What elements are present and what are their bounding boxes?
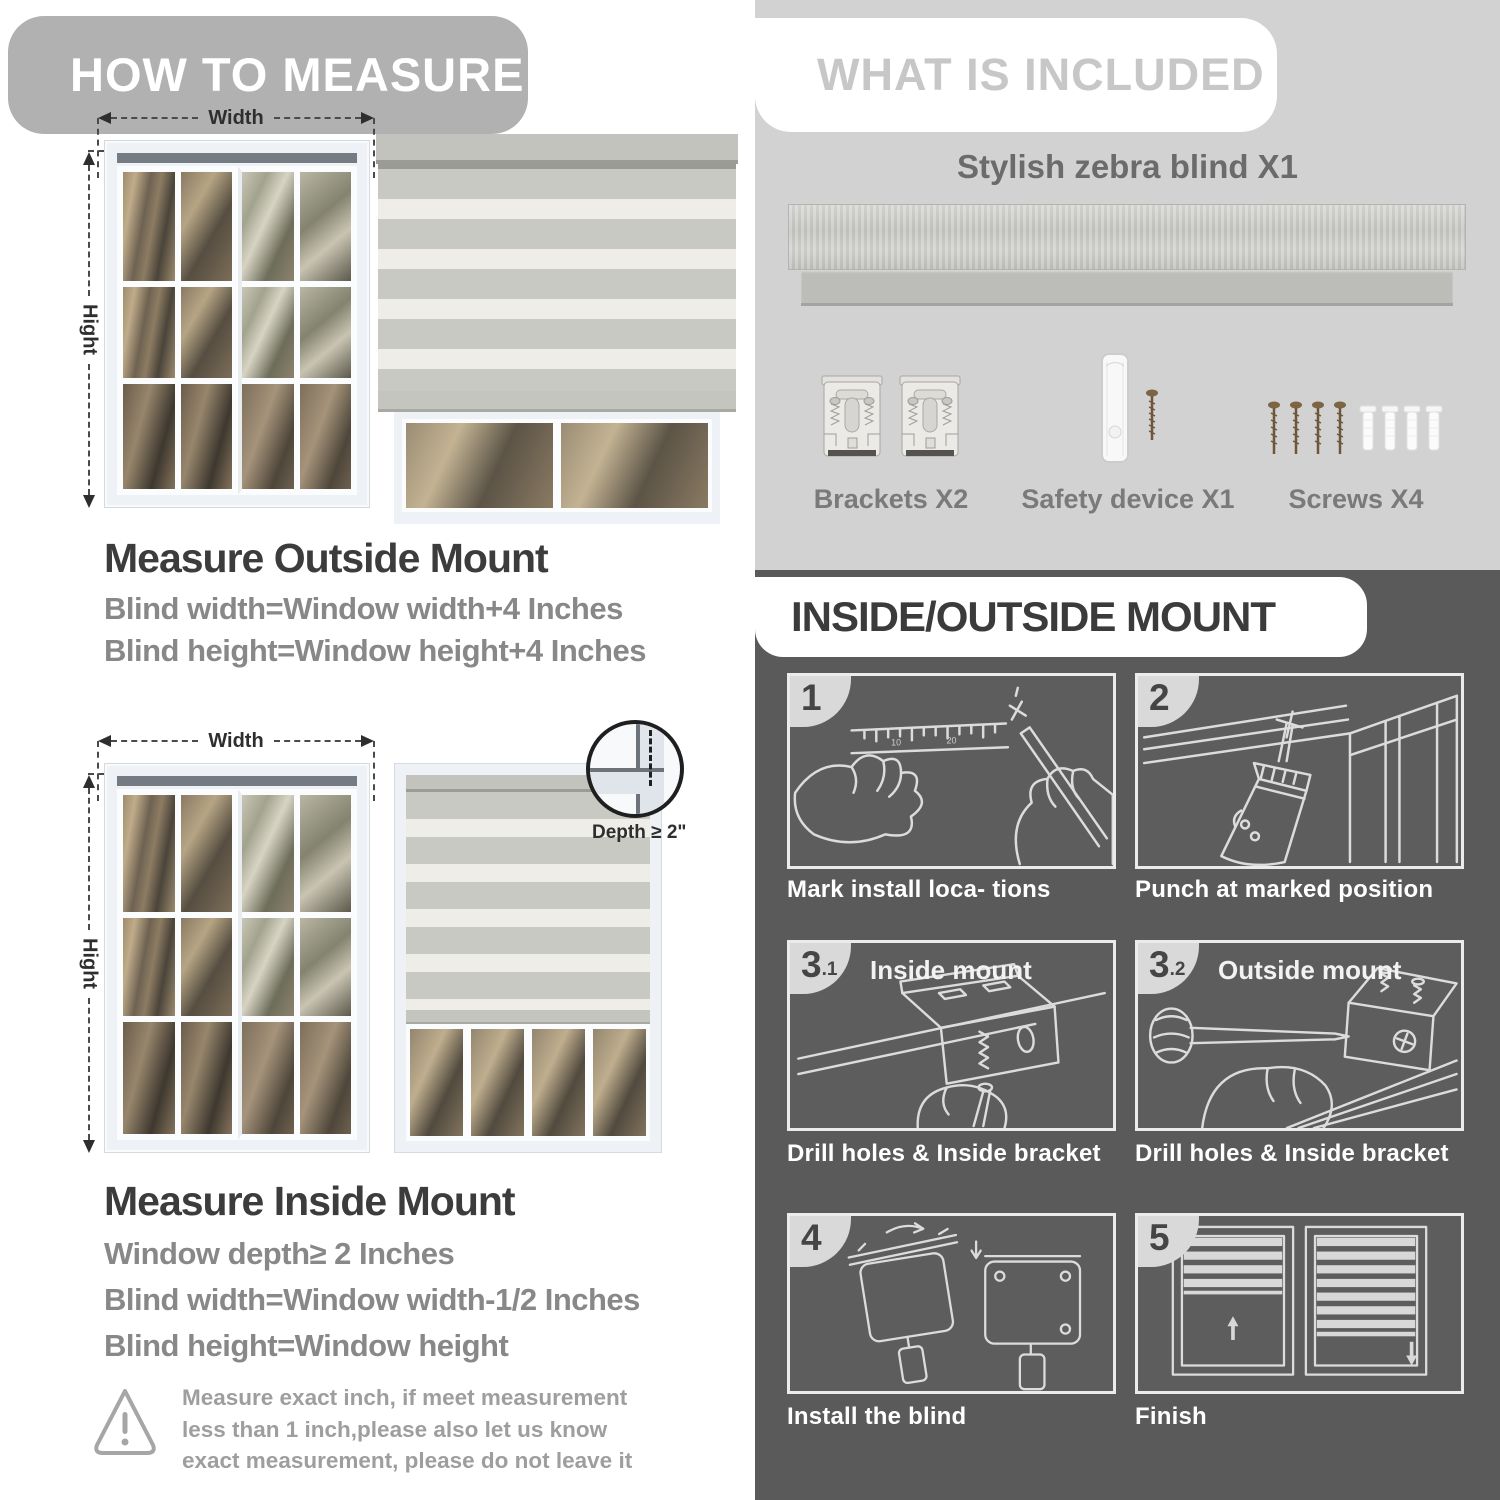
blind-header-rail [376,134,738,164]
blind-head-rail-image [788,204,1466,270]
screws-label: Screws X4 [1288,484,1424,514]
step-caption: Drill holes & Inside bracket [1135,1140,1449,1167]
included-item-screws [1256,352,1456,515]
warning-triangle-icon [92,1386,158,1458]
inside-mount-line: Window depth≥ 2 Inches [104,1236,455,1271]
step-panel-3-2 [1135,940,1464,1131]
step-caption: Install the blind [787,1403,967,1430]
inside-mount-title: Measure Inside Mount [104,1178,515,1224]
mount-guide-header: INSIDE/OUTSIDE MOUNT [755,577,1367,657]
outside-mount-line: Blind width=Window width+4 Inches [104,591,623,626]
step-caption: Drill holes & Inside bracket [787,1140,1101,1167]
width-arrow-outside [98,106,374,130]
outside-mount-line: Blind height=Window height+4 Inches [104,633,646,668]
window-panes-below-blind [406,1024,650,1141]
product-label: Stylish zebra blind X1 [956,148,1299,185]
zebra-blind-illustration-outside [376,134,738,524]
step-inner-title: Outside mount [1218,955,1402,985]
included-item-brackets [796,352,986,515]
step-inner-title: Inside mount [870,955,1032,985]
bracket-icon [819,370,885,466]
step-number-badge: 1 [789,675,851,727]
blind-stripes [378,169,736,391]
arrow-up-icon [83,775,95,788]
step-caption: Punch at marked position [1135,876,1434,903]
blind-bottom-rail [378,391,736,412]
step-caption: Mark install loca- tions [787,876,1051,903]
window-head-rail [117,153,357,163]
window-sash [117,166,238,495]
window-illustration-outside [104,140,370,508]
step-panel-2 [1135,673,1464,869]
arrow-down-icon [83,1140,95,1153]
window-sash [117,789,238,1140]
svg-text:10: 10 [891,737,902,748]
safety-device-label: Safety device X1 [1021,484,1235,514]
window-sash [238,166,357,495]
depth-label: Depth ≥ 2" [592,822,687,843]
outside-mount-title: Measure Outside Mount [104,535,548,581]
height-label: Hight [78,938,101,990]
how-to-measure-header: HOW TO MEASURE [8,16,528,134]
height-arrow-inside [76,775,102,1153]
window-head-rail [117,776,357,786]
step-number-badge: 3.1 [789,942,851,994]
height-label: Hight [78,304,101,356]
arrow-down-icon [83,495,95,508]
step-number-badge: 5 [1137,1215,1199,1267]
arrow-up-icon [83,152,95,165]
arrow-left-icon [98,112,111,124]
step-panel-3-1 [787,940,1116,1131]
blind-head-rail-lip [801,270,1453,306]
depth-magnifier-icon [586,720,684,818]
inside-mount-line: Blind height=Window height [104,1328,509,1363]
step-number-badge: 3.2 [1137,942,1199,994]
step-number-badge: 2 [1137,675,1199,727]
width-label: Width [208,106,264,129]
screws-icon [1266,400,1350,462]
blind-bottom-rail [406,1010,650,1024]
inside-mount-line: Blind width=Window width-1/2 Inches [104,1282,640,1317]
step-panel-1 [787,673,1116,869]
measure-warning-text: Measure exact inch, if meet measurement less than 1 inch,please also let us know exact measurement, please do not leave it [182,1385,633,1473]
height-arrow-outside [76,152,102,508]
step-panel-5 [1135,1213,1464,1394]
step-number-badge: 4 [789,1215,851,1267]
window-illustration-inside [104,763,370,1153]
step-caption: Finish [1135,1403,1207,1430]
arrow-left-icon [98,735,111,747]
what-is-included-header: WHAT IS INCLUDED [755,18,1277,132]
step-panel-4 [787,1213,1116,1394]
bracket-icon [897,370,963,466]
width-label: Width [208,729,264,752]
wall-anchors-icon [1358,404,1446,460]
safety-device-icon [1097,352,1133,466]
width-arrow-inside [98,729,374,753]
window-sash [238,789,357,1140]
screw-icon [1145,388,1159,448]
included-item-safety-device [1010,352,1246,515]
svg-text:20: 20 [946,735,957,746]
brackets-label: Brackets X2 [813,484,969,514]
window-below-blind [394,412,720,524]
